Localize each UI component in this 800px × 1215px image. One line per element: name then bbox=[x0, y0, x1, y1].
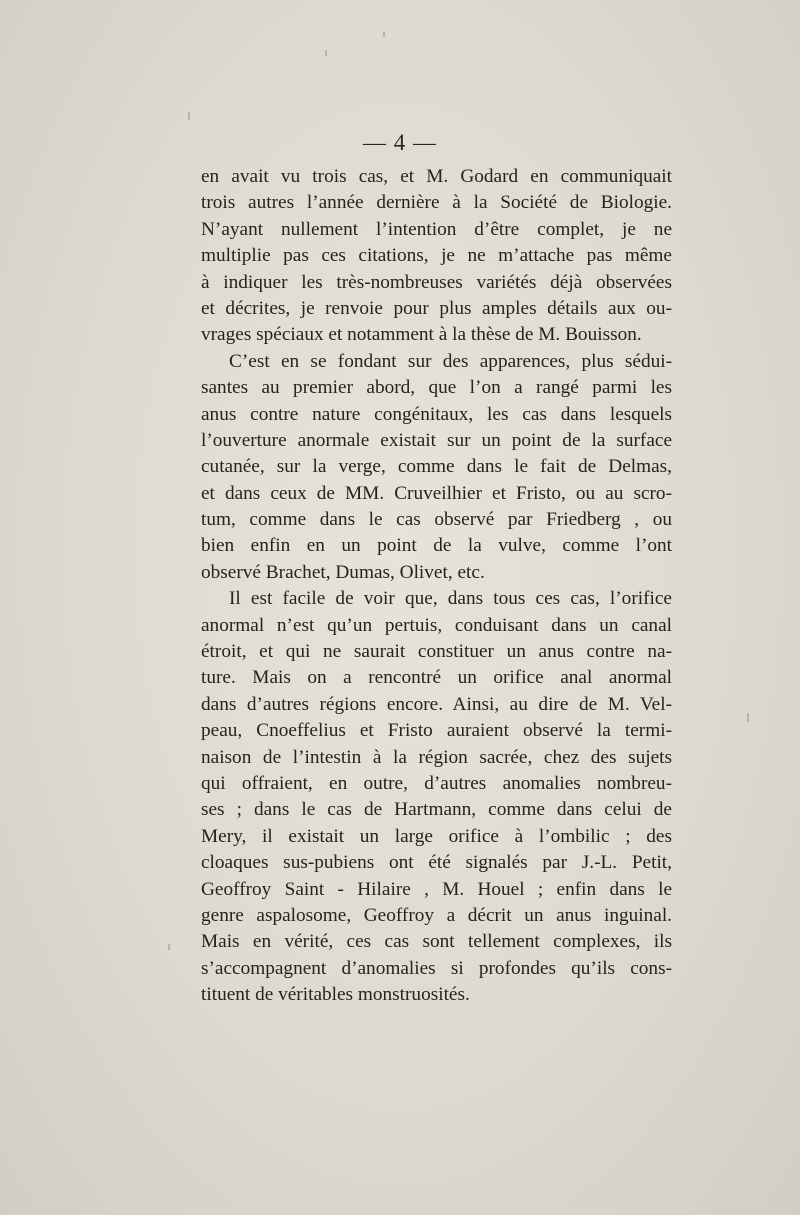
text-line: s’accompagnent d’anomalies si profondes qu’ils cons- bbox=[201, 957, 672, 979]
text-line: tum, comme dans le cas observé par Friedberg , ou bbox=[201, 509, 672, 531]
text-line: C’est en se fondant sur des apparences, plus sédui- bbox=[229, 350, 672, 372]
page-number: — 4 — bbox=[363, 130, 437, 155]
text-line: cloaques sus-pubiens ont été signalés par J.-L. Petit, bbox=[201, 852, 672, 874]
text-line: observé Brachet, Dumas, Olivet, etc. bbox=[201, 561, 485, 583]
text-line: dans d’autres régions encore. Ainsi, au dire de M. Vel- bbox=[201, 693, 672, 715]
text-line: qui offraient, en outre, d’autres anomalies nombreu- bbox=[201, 772, 672, 794]
text-line: bien enfin en un point de la vulve, comme l’ont bbox=[201, 535, 672, 557]
text-line: cutanée, sur la verge, comme dans le fait de Delmas, bbox=[201, 456, 672, 478]
text-line: santes au premier abord, que l’on a rangé parmi les bbox=[201, 377, 672, 399]
text-line: N’ayant nullement l’intention d’être complet, je ne bbox=[201, 218, 672, 240]
paragraph bbox=[201, 586, 672, 1008]
paragraph bbox=[201, 164, 672, 349]
text-line: Mery, il existait un large orifice à l’ombilic ; des bbox=[201, 825, 672, 847]
paper-speck bbox=[325, 50, 327, 56]
text-line: étroit, et qui ne saurait constituer un anus contre na- bbox=[201, 641, 672, 663]
text-line: et décrites, je renvoie pour plus amples détails aux ou- bbox=[201, 297, 672, 319]
text-line: naison de l’intestin à la région sacrée, chez des sujets bbox=[201, 746, 672, 768]
text-line: anormal n’est qu’un pertuis, conduisant dans un canal bbox=[201, 614, 672, 636]
text-line: en avait vu trois cas, et M. Godard en communiquait bbox=[201, 166, 672, 187]
text-line: anus contre nature congénitaux, les cas dans lesquels bbox=[201, 403, 672, 425]
text-line: peau, Cnoeffelius et Fristo auraient observé la termi- bbox=[201, 720, 672, 742]
text-line: ses ; dans le cas de Hartmann, comme dans celui de bbox=[201, 799, 672, 821]
text-line: trois autres l’année dernière à la Société de Biologie. bbox=[201, 192, 672, 214]
text-line: tituent de véritables monstruosités. bbox=[201, 984, 470, 1006]
paper-speck bbox=[168, 944, 170, 950]
text-line: genre aspalosome, Geoffroy a décrit un anus inguinal. bbox=[201, 904, 672, 926]
paragraph bbox=[201, 349, 672, 587]
text-line: multiplie pas ces citations, je ne m’attache pas même bbox=[201, 245, 672, 267]
text-line: et dans ceux de MM. Cruveilhier et Fristo, ou au scro- bbox=[201, 482, 672, 504]
text-line: Mais en vérité, ces cas sont tellement complexes, ils bbox=[201, 931, 672, 953]
text-line: ture. Mais on a rencontré un orifice anal anormal bbox=[201, 667, 672, 689]
text-line: vrages spéciaux et notamment à la thèse de M. Bouisson. bbox=[201, 324, 642, 346]
text-line: l’ouverture anormale existait sur un point de la surface bbox=[201, 429, 672, 451]
paper-speck bbox=[188, 112, 190, 120]
body-text bbox=[201, 164, 672, 1009]
paper-speck bbox=[383, 32, 385, 37]
text-line: à indiquer les très-nombreuses variétés déjà observées bbox=[201, 271, 672, 293]
text-line: Geoffroy Saint - Hilaire , M. Houel ; enfin dans le bbox=[201, 878, 672, 900]
paper-speck bbox=[747, 713, 749, 722]
text-line: Il est facile de voir que, dans tous ces cas, l’orifice bbox=[229, 588, 672, 610]
